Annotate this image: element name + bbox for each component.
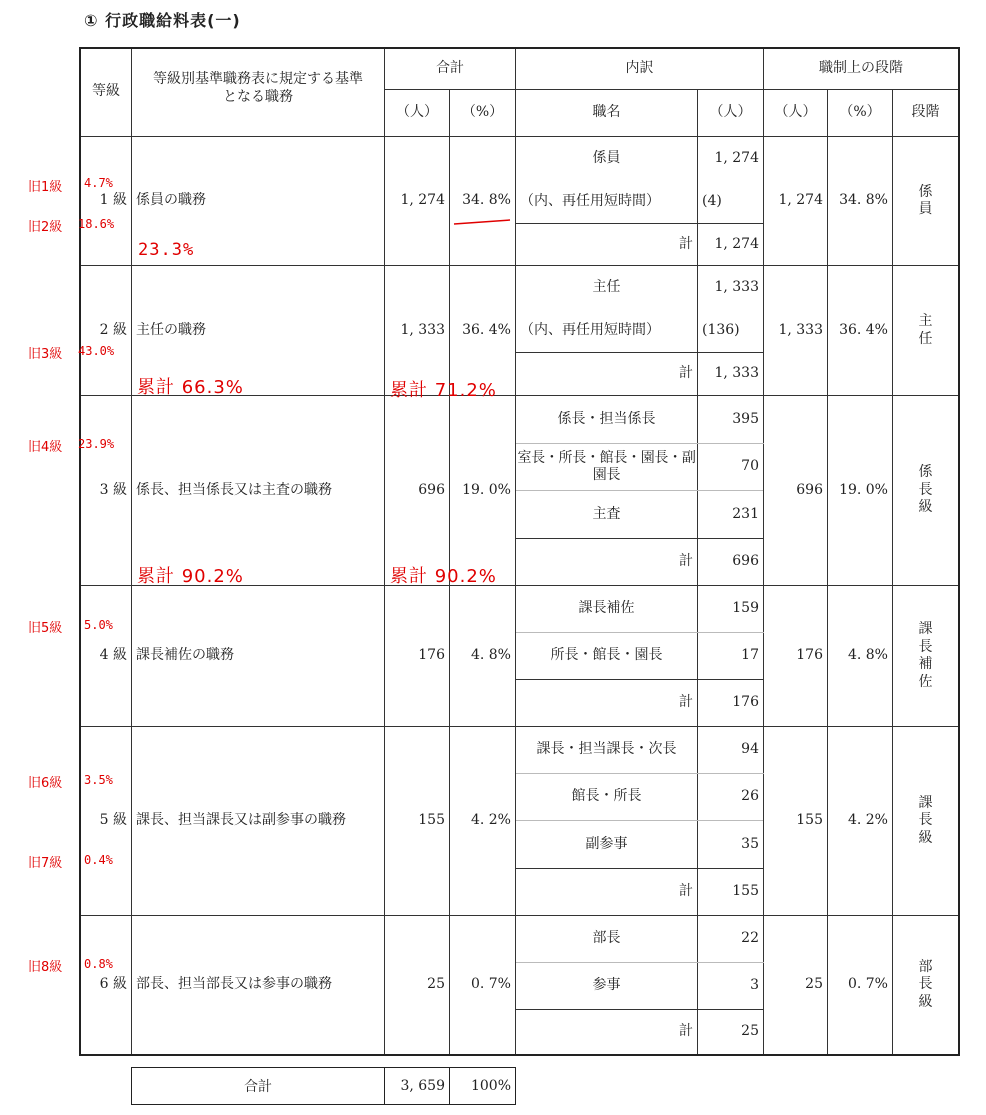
header-grade: 等級 [81, 49, 132, 137]
position-name: 室長・所長・館長・園長・副園長 [516, 444, 698, 491]
stage-pct: 36. 4% [828, 266, 893, 396]
duty-cell: 課長、担当課長又は副参事の職務 [132, 727, 385, 916]
header-duty: 等級別基準職務表に規定する基準となる職務 [132, 49, 385, 137]
old-grade-label: 旧8級 [28, 960, 63, 975]
grand-total-table [131, 1067, 516, 1105]
grand-total-pct: 100% [450, 1068, 516, 1105]
subtotal-label: 計 [516, 539, 698, 586]
subtotal-label: 計 [516, 1010, 698, 1055]
old-grade-label: 旧6級 [28, 776, 63, 791]
header-stage: 段階 [893, 90, 959, 137]
total-pct: 0. 7% [450, 916, 516, 1055]
position-count: 35 [698, 821, 764, 869]
subtotal-count: 1, 274 [698, 224, 764, 266]
duty-cell: 主任の職務 [132, 266, 385, 396]
subtotal-label: 計 [516, 353, 698, 396]
position-name: 主査 [516, 491, 698, 539]
grade-cell: 3 級 [81, 396, 132, 586]
total-count: 696 [385, 396, 450, 586]
position-name: 部長 [516, 916, 698, 963]
position-count: 159 [698, 586, 764, 633]
position-count: 231 [698, 491, 764, 539]
position-name: 課長・担当課長・次長 [516, 727, 698, 774]
position-count: 70 [698, 444, 764, 491]
old-grade-pct: 0.4% [84, 853, 113, 867]
grand-total-count: 3, 659 [385, 1068, 450, 1105]
stage-name: 課長級 [893, 727, 959, 916]
old-grade-pct: 0.8% [84, 957, 113, 971]
header-position: 職名 [516, 90, 698, 137]
duty-cell: 係長、担当係長又は主査の職務 [132, 396, 385, 586]
position-name: （内、再任用短時間） [516, 309, 698, 353]
stage-count: 1, 333 [764, 266, 828, 396]
total-count: 155 [385, 727, 450, 916]
subtotal-count: 176 [698, 680, 764, 727]
page-title: ① 行政職給料表(一) [84, 11, 241, 30]
salary-table [80, 48, 959, 1055]
stage-pct: 34. 8% [828, 137, 893, 266]
header-percent: （%） [828, 90, 893, 137]
position-count: 3 [698, 963, 764, 1010]
old-grade-label: 旧7級 [28, 856, 63, 871]
position-count: 1, 333 [698, 266, 764, 309]
stage-pct: 0. 7% [828, 916, 893, 1055]
position-name: 課長補佐 [516, 586, 698, 633]
total-count: 25 [385, 916, 450, 1055]
total-pct: 4. 8% [450, 586, 516, 727]
subtotal-count: 696 [698, 539, 764, 586]
header-persons: （人） [385, 90, 450, 137]
cumulative-annotation: 累計 90.2% [137, 566, 244, 587]
total-count: 1, 333 [385, 266, 450, 396]
total-pct: 36. 4% [450, 266, 516, 396]
cumulative-annotation: 累計 90.2% [390, 566, 497, 587]
stage-name: 課長補佐 [893, 586, 959, 727]
position-name: 副参事 [516, 821, 698, 869]
stage-name: 主任 [893, 266, 959, 396]
stage-count: 155 [764, 727, 828, 916]
old-grade-label: 旧3級 [28, 347, 63, 362]
header-total: 合計 [385, 49, 516, 90]
old-grade-label: 旧5級 [28, 621, 63, 636]
duty-cell: 係員の職務 [132, 137, 385, 266]
old-grade-pct: 3.5% [84, 773, 113, 787]
position-name: 主任 [516, 266, 698, 309]
duty-cell: 課長補佐の職務 [132, 586, 385, 727]
position-name: 係員 [516, 137, 698, 180]
old-grade-label: 旧2級 [28, 220, 63, 235]
position-count: (136) [698, 309, 764, 353]
total-pct: 19. 0% [450, 396, 516, 586]
header-percent: （%） [450, 90, 516, 137]
stage-count: 25 [764, 916, 828, 1055]
sum-annotation: 23.3% [138, 240, 195, 260]
old-grade-label: 旧4級 [28, 440, 63, 455]
grade-cell: 6 級 [81, 916, 132, 1055]
total-pct: 34. 8% [450, 137, 516, 266]
position-count: 22 [698, 916, 764, 963]
total-count: 176 [385, 586, 450, 727]
old-grade-pct: 4.7% [84, 176, 113, 190]
header-persons: （人） [698, 90, 764, 137]
subtotal-count: 155 [698, 869, 764, 916]
red-underline-stroke [454, 220, 510, 224]
old-grade-label: 旧1級 [28, 180, 63, 195]
stage-name: 係員 [893, 137, 959, 266]
grade-cell: 5 級 [81, 727, 132, 916]
position-count: 1, 274 [698, 137, 764, 180]
position-count: 94 [698, 727, 764, 774]
header-stage-group: 職制上の段階 [764, 49, 959, 90]
cumulative-annotation: 累計 71.2% [390, 380, 497, 401]
grand-total-label: 合計 [132, 1068, 385, 1105]
stage-count: 1, 274 [764, 137, 828, 266]
stage-pct: 19. 0% [828, 396, 893, 586]
red-underline-mark [452, 218, 512, 228]
subtotal-label: 計 [516, 869, 698, 916]
position-count: 17 [698, 633, 764, 680]
old-grade-pct: 18.6% [78, 217, 115, 231]
stage-pct: 4. 8% [828, 586, 893, 727]
position-name: 係長・担当係長 [516, 396, 698, 444]
stage-count: 176 [764, 586, 828, 727]
old-grade-pct: 5.0% [84, 618, 113, 632]
old-grade-pct: 23.9% [78, 437, 115, 451]
stage-pct: 4. 2% [828, 727, 893, 916]
position-count: 395 [698, 396, 764, 444]
stage-count: 696 [764, 396, 828, 586]
position-name: （内、再任用短時間） [516, 180, 698, 224]
old-grade-pct: 43.0% [78, 344, 115, 358]
stage-name: 係長級 [893, 396, 959, 586]
subtotal-label: 計 [516, 680, 698, 727]
position-count: (4) [698, 180, 764, 224]
subtotal-label: 計 [516, 224, 698, 266]
grade-cell: 2 級 [81, 266, 132, 396]
cumulative-annotation: 累計 66.3% [137, 377, 244, 398]
position-name: 館長・所長 [516, 774, 698, 821]
subtotal-count: 1, 333 [698, 353, 764, 396]
stage-name: 部長級 [893, 916, 959, 1055]
duty-cell: 部長、担当部長又は参事の職務 [132, 916, 385, 1055]
position-count: 26 [698, 774, 764, 821]
total-count: 1, 274 [385, 137, 450, 266]
header-persons: （人） [764, 90, 828, 137]
subtotal-count: 25 [698, 1010, 764, 1055]
header-breakdown: 内訳 [516, 49, 764, 90]
position-name: 所長・館長・園長 [516, 633, 698, 680]
position-name: 参事 [516, 963, 698, 1010]
grade-cell: 4 級 [81, 586, 132, 727]
total-pct: 4. 2% [450, 727, 516, 916]
grade-cell: 1 級 [81, 137, 132, 266]
